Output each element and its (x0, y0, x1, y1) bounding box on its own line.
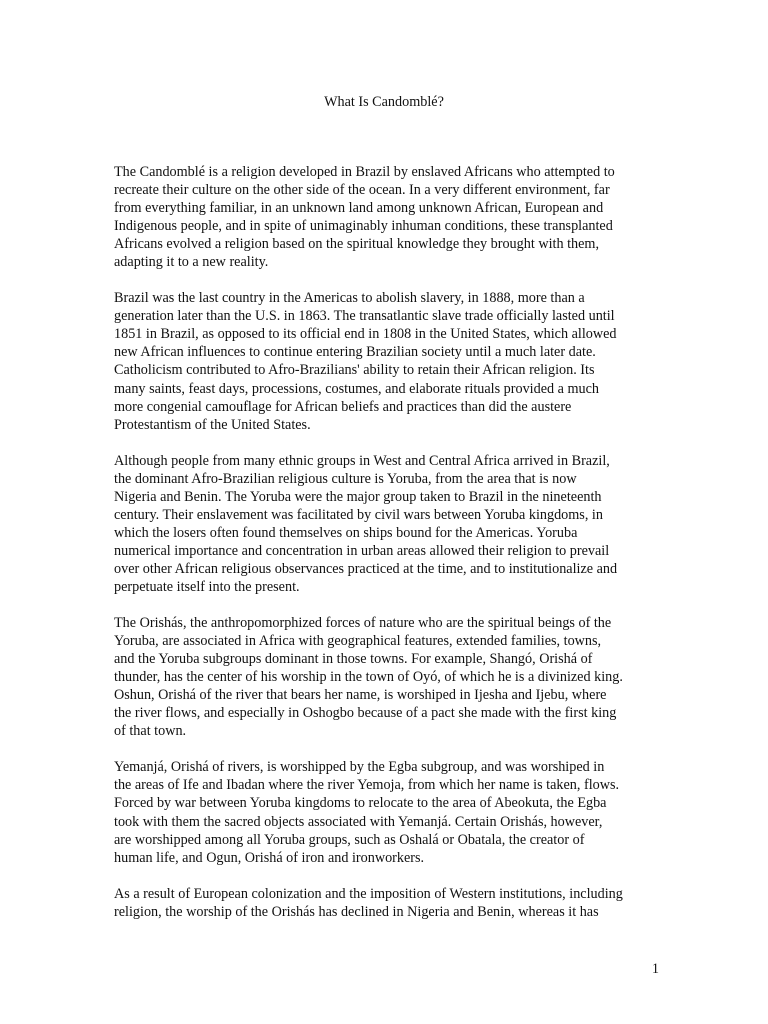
paragraph-line: the areas of Ife and Ibadan where the river Yemoja, from which her name is taken, flows. (114, 777, 620, 794)
paragraph-line: numerical importance and concentration in urban areas allowed their religion to prevail (114, 542, 610, 559)
paragraph-line: Although people from many ethnic groups in West and Central Africa arrived in Brazil, (114, 452, 610, 469)
paragraph-line: Yemanjá, Orishá of rivers, is worshipped by the Egba subgroup, and was worshiped in (114, 759, 605, 776)
paragraph-line: century. Their enslavement was facilitated by civil wars between Yoruba kingdoms, in (114, 506, 603, 523)
paragraph-line: human life, and Ogun, Orishá of iron and ironworkers. (114, 849, 425, 866)
paragraph-line: generation later than the U.S. in 1863. The transatlantic slave trade officially lasted until (114, 308, 615, 325)
paragraph-line: Nigeria and Benin. The Yoruba were the major group taken to Brazil in the nineteenth (114, 488, 602, 505)
paragraph-line: new African influences to continue entering Brazilian society until a much later date. (114, 344, 596, 361)
paragraph-line: took with them the sacred objects associated with Yemanjá. Certain Orishás, however, (114, 813, 603, 830)
paragraph-line: thunder, has the center of his worship in the town of Oyó, of which he is a divinized king. (114, 669, 623, 686)
paragraph-line: adapting it to a new reality. (114, 254, 269, 271)
paragraph-line: more congenial camouflage for African beliefs and practices than did the austere (114, 398, 572, 415)
paragraph-line: Oshun, Orishá of the river that bears her name, is worshiped in Ijesha and Ijebu, where (114, 687, 607, 704)
paragraph-1 (114, 163, 659, 271)
paragraph-line: over other African religious observances practiced at the time, and to institutionalize and (114, 560, 618, 577)
paragraph-line: the dominant Afro-Brazilian religious culture is Yoruba, from the area that is now (114, 470, 577, 487)
paragraph-line: are worshipped among all Yoruba groups, such as Oshalá or Obatala, the creator of (114, 831, 585, 848)
paragraph-line: religion, the worship of the Orishás has declined in Nigeria and Benin, whereas it has (114, 903, 599, 920)
paragraph-line: many saints, feast days, processions, costumes, and elaborate rituals provided a much (114, 380, 600, 397)
document-title: What Is Candomblé? (324, 94, 444, 110)
paragraph-line: recreate their culture on the other side of the ocean. In a very different environment, far (114, 182, 610, 199)
paragraph-line: Protestantism of the United States. (114, 416, 311, 433)
paragraph-line: the river flows, and especially in Oshogbo because of a pact she made with the first king (114, 705, 617, 722)
paragraph-2 (114, 289, 659, 433)
paragraph-line: Yoruba, are associated in Africa with geographical features, extended families, towns, (114, 633, 602, 650)
paragraph-line: Indigenous people, and in spite of unimaginably inhuman conditions, these transplanted (114, 218, 613, 235)
paragraph-line: Brazil was the last country in the Americas to abolish slavery, in 1888, more than a (114, 290, 585, 307)
paragraph-line: Forced by war between Yoruba kingdoms to relocate to the area of Abeokuta, the Egba (114, 795, 607, 812)
paragraph-line: which the losers often found themselves on ships bound for the Americas. Yoruba (114, 524, 578, 541)
paragraph-line: perpetuate itself into the present. (114, 578, 300, 595)
paragraph-5 (114, 758, 659, 866)
paragraph-line: and the Yoruba subgroups dominant in those towns. For example, Shangó, Orishá of (114, 651, 593, 668)
paragraph-6 (114, 885, 659, 921)
paragraph-line: of that town. (114, 723, 187, 740)
paragraph-line: Africans evolved a religion based on the spiritual knowledge they brought with them, (114, 236, 600, 253)
page-number: 1 (651, 961, 659, 977)
paragraph-line: The Orishás, the anthropomorphized forces of nature who are the spiritual beings of the (114, 615, 612, 632)
paragraph-4 (114, 614, 659, 740)
paragraph-line: 1851 in Brazil, as opposed to its official end in 1808 in the United States, which allowed (114, 326, 617, 343)
paragraph-line: The Candomblé is a religion developed in Brazil by enslaved Africans who attempted to (114, 164, 615, 180)
paragraph-line: As a result of European colonization and the imposition of Western institutions, including (114, 885, 623, 902)
paragraph-line: Catholicism contributed to Afro-Brazilians' ability to retain their African religion. Its (114, 362, 595, 379)
paragraph-3 (114, 452, 659, 596)
document-body (114, 163, 659, 939)
paragraph-line: from everything familiar, in an unknown land among unknown African, European and (114, 200, 604, 217)
